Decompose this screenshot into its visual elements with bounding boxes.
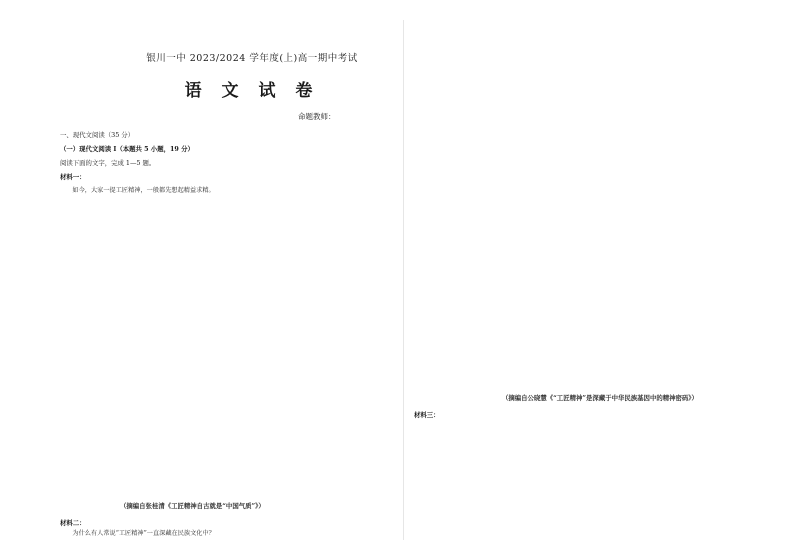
part1-heading: 一、现代文阅读（35 分） (60, 131, 135, 139)
author-label: 命题教师： (298, 112, 336, 121)
sub1-heading: （一）现代文阅读 I（本题共 5 小题，19 分） (60, 145, 194, 153)
instruction: 阅读下面的文字，完成 1—5 题。 (60, 159, 156, 167)
source-1: （摘编自张桂清《工匠精神自古就是“中国气质”》） (120, 502, 265, 510)
source-2: （摘编自公晓慧《“工匠精神”是深藏于中华民族基因中的精神密码》） (502, 394, 698, 402)
material-2-question: 为什么有人常说“工匠精神”一直深藏在民族文化中？ (72, 530, 215, 537)
material-3-label: 材料三： (414, 411, 440, 419)
material-1-label: 材料一： (60, 173, 86, 181)
material-2-label: 材料二： (60, 519, 86, 527)
exam-title: 银川一中 2023/2024 学年度(上)高一期中考试 (146, 53, 358, 64)
material-1-paragraph-1: 如今，大家一提工匠精神，一般都先想起精益求精。 (72, 187, 215, 194)
column-divider (403, 20, 404, 540)
paper-title: 语 文 试 卷 (184, 81, 320, 101)
